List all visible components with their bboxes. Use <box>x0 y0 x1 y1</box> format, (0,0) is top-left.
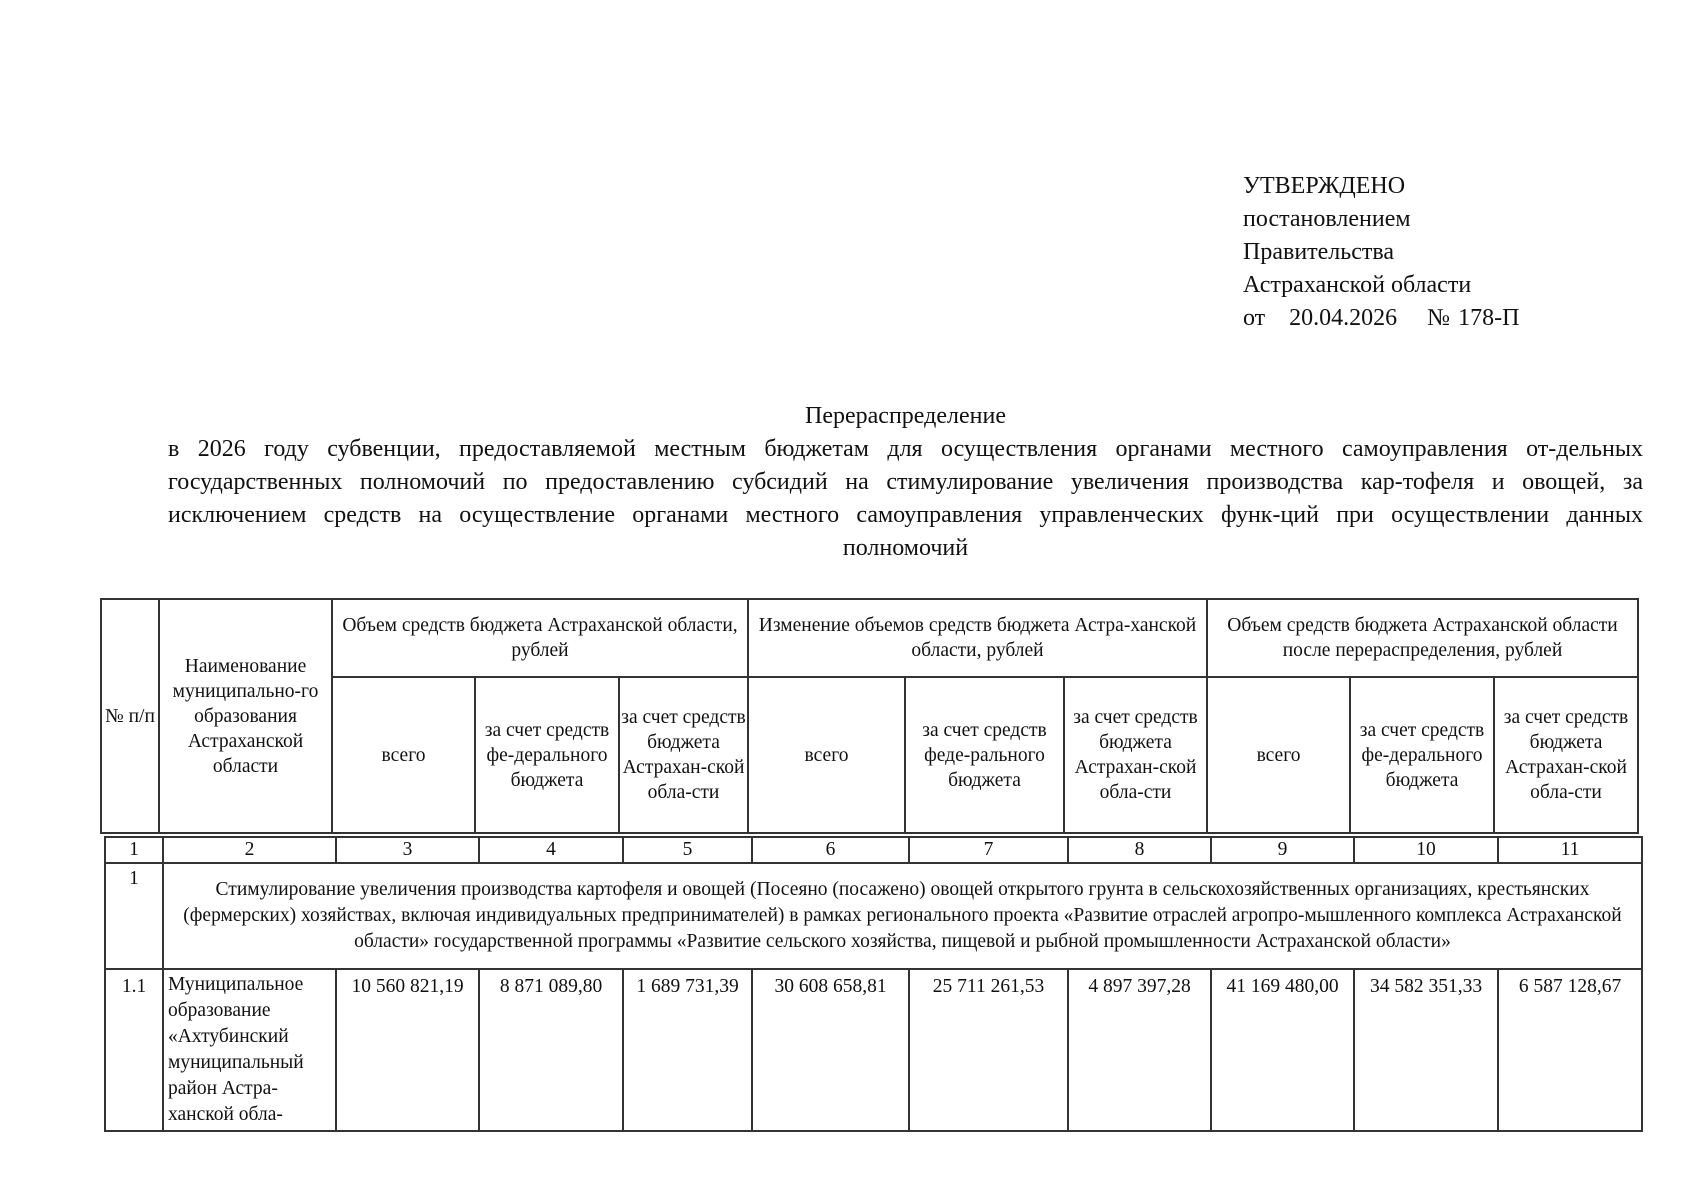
table-row <box>105 969 1642 1131</box>
header-total: всего <box>332 677 475 833</box>
approval-block <box>1243 170 1519 335</box>
approval-date-line <box>1243 302 1519 335</box>
title-text: в 2026 году субвенции, предоставляемой местным бюджетам для осуществления органами местного самоуправления от-дельных государственных полномочий по предоставлению субсидий на стимулирование увеличения производства кар-тофеля и овощей, за исключением средств на осуществление органами местного самоуправления управленческих функ-ций при осуществлении данных полномочий <box>168 436 1643 561</box>
column-number: 9 <box>1211 837 1354 863</box>
column-number: 7 <box>909 837 1068 863</box>
header-regional: за счет средств бюджета Астрахан-ской обла-сти <box>1064 677 1207 833</box>
table-body <box>104 836 1643 1132</box>
row-value-total: 10 560 821,19 <box>336 969 479 1131</box>
header-group-change: Изменение объемов средств бюджета Астра-ханской области, рублей <box>748 599 1207 677</box>
document-title <box>168 400 1643 565</box>
approval-number-sign: № <box>1427 305 1451 331</box>
row-value-federal: 8 871 089,80 <box>479 969 623 1131</box>
row-change-federal: 25 711 261,53 <box>909 969 1068 1131</box>
approval-line-region: Астраханской области <box>1243 272 1472 298</box>
header-no: № п/п <box>101 599 159 833</box>
header-total: всего <box>1207 677 1350 833</box>
approval-number: 178-П <box>1458 305 1520 331</box>
header-group-initial: Объем средств бюджета Астраханской области, рублей <box>332 599 748 677</box>
row-after-federal: 34 582 351,33 <box>1354 969 1498 1131</box>
header-name: Наименование муниципально-го образования Астраханской области <box>159 599 332 833</box>
approval-from-label: от <box>1243 305 1266 331</box>
section-title: Стимулирование увеличения производства картофеля и овощей (Посеяно (посажено) овощей открытого грунта в сельскохозяйственных организациях, крестьянских (фермерских) хозяйствах, включая индивидуальных предпринимателей) в рамках регионального проекта «Развитие отраслей агропро-мышленного комплекса Астраханской области» государственной программы «Развитие сельского хозяйства, пищевой и рыбной промышленности Астраханской области» <box>163 863 1642 969</box>
row-change-regional: 4 897 397,28 <box>1068 969 1211 1131</box>
column-number: 11 <box>1498 837 1642 863</box>
column-number: 6 <box>752 837 909 863</box>
column-number-row <box>105 837 1642 863</box>
row-after-total: 41 169 480,00 <box>1211 969 1354 1131</box>
row-no: 1.1 <box>105 969 163 1131</box>
column-number: 1 <box>105 837 163 863</box>
header-federal: за счет средств фе-дерального бюджета <box>1350 677 1494 833</box>
row-after-regional: 6 587 128,67 <box>1498 969 1642 1131</box>
column-number: 5 <box>623 837 752 863</box>
row-value-regional: 1 689 731,39 <box>623 969 752 1131</box>
approval-line-decree: постановлением <box>1243 206 1411 232</box>
header-federal: за счет средств фе-дерального бюджета <box>475 677 619 833</box>
header-federal: за счет средств феде-рального бюджета <box>905 677 1064 833</box>
header-group-after: Объем средств бюджета Астраханской области после перераспределения, рублей <box>1207 599 1638 677</box>
table-header <box>100 598 1639 834</box>
row-municipality-name: Муниципальное образование «Ахтубинский муниципальный район Астра-ханской обла- <box>163 969 336 1131</box>
column-number: 8 <box>1068 837 1211 863</box>
header-regional: за счет средств бюджета Астрахан-ской обла-сти <box>1494 677 1638 833</box>
approval-date: 20.04.2026 <box>1289 305 1398 331</box>
title-heading: Перераспределение <box>805 403 1006 429</box>
section-row <box>105 863 1642 969</box>
approval-title: УТВЕРЖДЕНО <box>1243 173 1406 199</box>
column-number: 2 <box>163 837 336 863</box>
row-change-total: 30 608 658,81 <box>752 969 909 1131</box>
header-total: всего <box>748 677 905 833</box>
column-number: 3 <box>336 837 479 863</box>
column-number: 4 <box>479 837 623 863</box>
column-number: 10 <box>1354 837 1498 863</box>
header-regional: за счет средств бюджета Астрахан-ской обла-сти <box>619 677 748 833</box>
section-no: 1 <box>105 863 163 969</box>
approval-line-government: Правительства <box>1243 239 1395 265</box>
